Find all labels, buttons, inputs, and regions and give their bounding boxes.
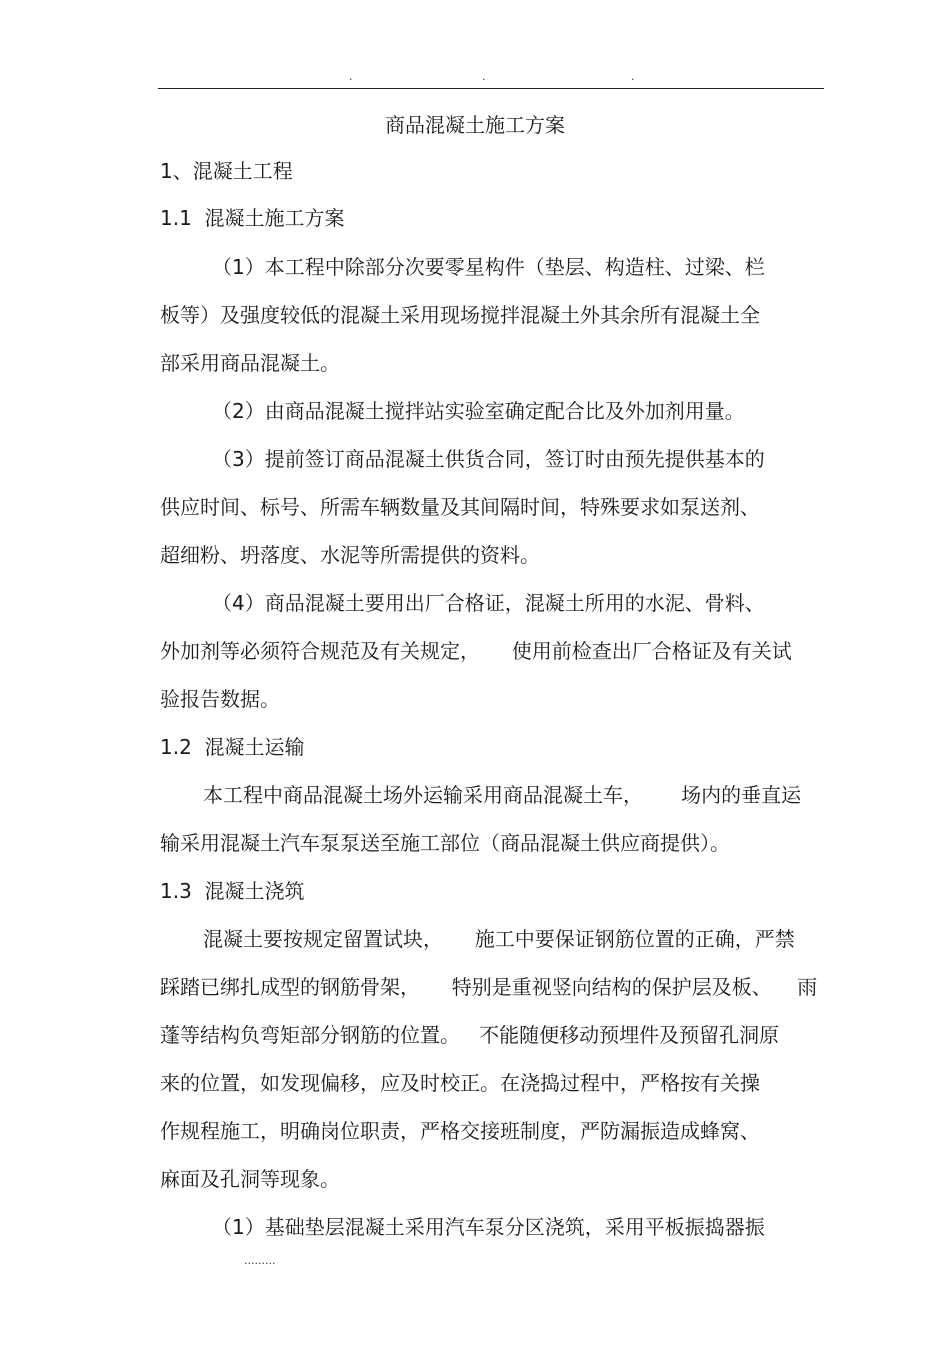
paragraph-line: 作规程施工，明确岗位职责，严格交接班制度，严防漏振造成蜂窝、 <box>160 1119 760 1143</box>
document-title: 商品混凝土施工方案 <box>385 113 565 137</box>
section-heading: 1、混凝土工程 <box>160 159 293 183</box>
header-dots <box>0 70 950 86</box>
paragraph-line: 部采用商品混凝土。 <box>160 351 340 375</box>
continuation-dots: ......... <box>244 1254 276 1267</box>
paragraph-line: 板等）及强度较低的混凝土采用现场搅拌混凝土外其余所有混凝土全 <box>160 303 760 327</box>
paragraph-line: 超细粉、坍落度、水泥等所需提供的资料。 <box>160 543 540 567</box>
subsection-heading: 1.1 混凝土施工方案 <box>160 206 345 230</box>
subsection-heading: 1.2 混凝土运输 <box>160 735 305 759</box>
header-dot: . <box>349 70 353 83</box>
paragraph-line: 麻面及孔洞等现象。 <box>160 1167 340 1191</box>
paragraph-line: 输采用混凝土汽车泵泵送至施工部位（商品混凝土供应商提供）。 <box>160 831 730 855</box>
paragraph-line: （1）基础垫层混凝土采用汽车泵分区浇筑，采用平板振捣器振 <box>212 1215 765 1239</box>
subsection-heading: 1.3 混凝土浇筑 <box>160 879 305 903</box>
paragraph-line: （4）商品混凝土要用出厂合格证，混凝土所用的水泥、骨料、 <box>212 591 765 615</box>
paragraph-line: 供应时间、标号、所需车辆数量及其间隔时间，特殊要求如泵送剂、 <box>160 495 760 519</box>
paragraph-line: 蓬等结构负弯矩部分钢筋的位置。 不能随便移动预埋件及预留孔洞原 <box>160 1023 780 1047</box>
paragraph-line: 验报告数据。 <box>160 687 280 711</box>
header-rule <box>158 88 824 89</box>
paragraph-line: 来的位置，如发现偏移，应及时校正。在浇捣过程中，严格按有关操 <box>160 1071 760 1095</box>
paragraph-line: （3）提前签订商品混凝土供货合同，签订时由预先提供基本的 <box>212 447 765 471</box>
paragraph-line: 踩踏已绑扎成型的钢筋骨架， 特别是重视竖向结构的保护层及板、 雨 <box>160 975 818 999</box>
header-dot: . <box>482 70 486 83</box>
header-dot: . <box>631 70 635 83</box>
paragraph-line: 外加剂等必须符合规范及有关规定， 使用前检查出厂合格证及有关试 <box>160 639 792 663</box>
paragraph-line: 本工程中商品混凝土场外运输采用商品混凝土车， 场内的垂直运 <box>203 783 802 807</box>
paragraph-line: （1）本工程中除部分次要零星构件（垫层、构造柱、过梁、栏 <box>212 255 765 279</box>
paragraph-line: 混凝土要按规定留置试块， 施工中要保证钢筋位置的正确，严禁 <box>203 927 795 951</box>
paragraph-line: （2）由商品混凝土搅拌站实验室确定配合比及外加剂用量。 <box>212 399 745 423</box>
